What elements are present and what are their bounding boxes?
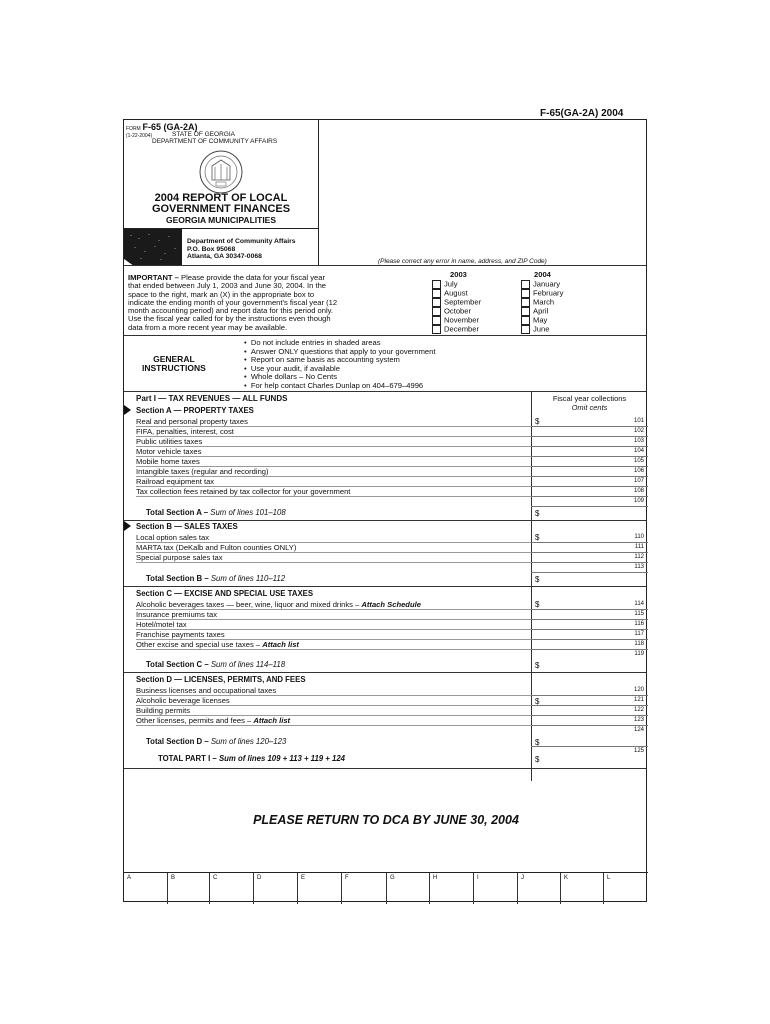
column-b: B xyxy=(168,873,210,904)
month-checkbox-february[interactable]: February xyxy=(521,289,563,298)
instruction-bullet: • Answer ONLY questions that apply to your government xyxy=(244,346,436,356)
column-c: C xyxy=(210,873,254,904)
month-checkbox-december[interactable]: December xyxy=(432,325,481,334)
total-section-b: Total Section B – Sum of lines 110–112 xyxy=(146,574,286,583)
section-b-marker-icon xyxy=(124,521,131,531)
line-num-116: 116 xyxy=(634,621,644,627)
column-d: D xyxy=(254,873,298,904)
month-checkbox-september[interactable]: September xyxy=(432,298,481,307)
line-111-label: MARTA tax (DeKalb and Fulton counties ONLY) xyxy=(136,543,297,552)
line-num-109: 109 xyxy=(633,498,644,504)
line-117-label: Franchise payments taxes xyxy=(136,630,225,639)
address-barcode-block xyxy=(124,229,182,266)
month-checkbox-march[interactable]: March xyxy=(521,298,563,307)
section-a-amounts xyxy=(531,416,648,512)
months-2004-list xyxy=(521,280,563,334)
line-num-125: 125 xyxy=(633,748,644,754)
line-num-123: 123 xyxy=(633,717,644,723)
year-2004-header: 2004 xyxy=(534,270,551,279)
line-103-label: Public utilities taxes xyxy=(136,437,203,446)
line-num-110: 110 xyxy=(634,534,644,540)
line-num-115: 115 xyxy=(634,611,644,617)
instruction-bullet: • For help contact Charles Dunlap on 404–679–4996 xyxy=(244,380,424,390)
month-checkbox-july[interactable]: July xyxy=(432,280,481,289)
return-notice: PLEASE RETURN TO DCA BY JUNE 30, 2004 xyxy=(253,813,519,827)
important-line: data from a more recent year may be available. xyxy=(128,322,288,332)
instruction-bullet: • Do not include entries in shaded areas xyxy=(244,338,381,347)
line-114-label: Alcoholic beverages taxes — beer, wine, liquor and mixed drinks – Attach Schedule xyxy=(136,600,421,609)
address-line2: P.O. Box 95068 xyxy=(187,245,236,253)
line-num-108: 108 xyxy=(633,488,644,494)
instructions-label: INSTRUCTIONS xyxy=(142,363,206,373)
line-num-117: 117 xyxy=(634,631,644,637)
line-num-112: 112 xyxy=(634,554,644,560)
total-a-dollar: $ xyxy=(535,509,540,518)
column-l: L xyxy=(607,875,611,881)
total-part1: TOTAL PART I – Sum of lines 109 + 113 + 119 + 124 xyxy=(158,754,346,763)
month-checkbox-january[interactable]: January xyxy=(521,280,563,289)
bottom-code-columns xyxy=(124,872,648,904)
line-num-121: 121 xyxy=(633,697,644,703)
line-101-label: Real and personal property taxes xyxy=(136,417,248,426)
important-line: Use the fiscal year called for by the instructions even though xyxy=(128,314,331,324)
form-label: FORM xyxy=(126,126,141,132)
section-c-title: Section C — EXCISE AND SPECIAL USE TAXES xyxy=(136,589,314,598)
total-section-a: Total Section A – Sum of lines 101–108 xyxy=(146,508,286,517)
line-num-119: 119 xyxy=(634,651,644,657)
line-112-label: Special purpose sales tax xyxy=(136,553,223,562)
section-d-amounts xyxy=(531,685,648,735)
year-2003-header: 2003 xyxy=(450,270,467,279)
amount-column-header xyxy=(531,394,648,412)
line-107-label: Railroad equipment tax xyxy=(136,477,215,486)
line-num-104: 104 xyxy=(633,448,644,454)
address-box xyxy=(124,228,319,266)
form-code-top: F-65(GA-2A) 2004 xyxy=(540,108,624,119)
important-label: IMPORTANT – xyxy=(128,273,179,282)
line-122-label: Building permits xyxy=(136,706,191,715)
section-c-amounts xyxy=(531,599,648,659)
total-section-c: Total Section C – Sum of lines 114–118 xyxy=(146,660,286,669)
line-num-102: 102 xyxy=(633,428,644,434)
line-110-label: Local option sales tax xyxy=(136,533,210,542)
address-line1: Department of Community Affairs xyxy=(187,238,296,245)
month-checkbox-april[interactable]: April xyxy=(521,307,563,316)
column-i: I xyxy=(474,873,518,904)
line-num-124: 124 xyxy=(633,727,644,733)
month-checkbox-august[interactable]: August xyxy=(432,289,481,298)
form-id: F-65 (GA-2A) xyxy=(142,122,198,132)
total-section-d: Total Section D – Sum of lines 120–123 xyxy=(146,737,287,746)
line-121-dollar: $ xyxy=(535,697,540,706)
line-116-label: Hotel/motel tax xyxy=(136,620,187,629)
instruction-bullet: • Whole dollars – No Cents xyxy=(244,372,337,381)
total-b-dollar: $ xyxy=(535,575,540,584)
form-date: (1-22-2004) xyxy=(126,133,153,139)
column-h: H xyxy=(430,873,474,904)
important-line: that ended between July 1, 2003 and June 30, 2004. In the xyxy=(128,281,327,291)
line-106-label: Intangible taxes (regular and recording) xyxy=(136,467,269,476)
line-102-label: FIFA, penalties, interest, cost xyxy=(136,427,234,436)
line-num-118: 118 xyxy=(634,641,644,647)
total-d-dollar: $ xyxy=(535,738,540,747)
instruction-bullet: • Report on same basis as accounting system xyxy=(244,355,400,364)
line-123-label: Other licenses, permits and fees – Attach list xyxy=(136,716,291,725)
important-line: month accounting period) and report data for this period only. xyxy=(128,306,334,316)
month-checkbox-may[interactable]: May xyxy=(521,316,563,325)
line-num-105: 105 xyxy=(633,458,644,464)
line-105-label: Mobile home taxes xyxy=(136,457,200,466)
column-e: E xyxy=(298,873,342,904)
column-j: J xyxy=(518,873,561,904)
report-title-line1: 2004 REPORT OF LOCAL xyxy=(154,192,288,204)
form-page xyxy=(123,119,647,902)
section-a-title: Section A — PROPERTY TAXES xyxy=(136,406,254,415)
line-115-label: Insurance premiums tax xyxy=(136,610,218,619)
line-104-label: Motor vehicle taxes xyxy=(136,447,202,456)
header-box xyxy=(124,120,319,228)
important-note xyxy=(128,274,418,332)
correct-address-note: (Please correct any error in name, address, and ZIP Code) xyxy=(378,258,547,265)
line-121-label: Alcoholic beverage licenses xyxy=(136,696,230,705)
report-title-line2: GOVERNMENT FINANCES xyxy=(151,203,291,215)
line-num-103: 103 xyxy=(633,438,644,444)
line-114-dollar: $ xyxy=(535,600,540,609)
important-line: space to the right, mark an (X) in the appropriate box to xyxy=(128,289,315,299)
important-line: Please provide the data for your fiscal year xyxy=(181,273,325,282)
column-a: A xyxy=(124,873,168,904)
line-num-113: 113 xyxy=(634,564,644,570)
line-101-dollar: $ xyxy=(535,417,540,426)
state-seal-icon xyxy=(190,150,252,194)
line-num-111: 111 xyxy=(634,544,644,550)
month-checkbox-june[interactable]: June xyxy=(521,325,563,334)
department-name: DEPARTMENT OF COMMUNITY AFFAIRS xyxy=(152,138,278,145)
total-c-dollar: $ xyxy=(535,661,540,670)
column-g: G xyxy=(387,873,430,904)
line-108-label: Tax collection fees retained by tax collector for your government xyxy=(136,487,351,496)
total-part1-dollar: $ xyxy=(535,755,540,764)
line-118-label: Other excise and special use taxes – Attach list xyxy=(136,640,299,649)
general-instructions-label xyxy=(142,355,206,373)
month-checkbox-october[interactable]: October xyxy=(432,307,481,316)
omit-cents: Omit cents xyxy=(571,403,608,412)
line-num-106: 106 xyxy=(633,468,644,474)
section-b-title: Section B — SALES TAXES xyxy=(136,522,238,531)
section-b-amounts xyxy=(531,532,648,582)
column-f: F xyxy=(342,873,387,904)
part1-title: Part I — TAX REVENUES — ALL FUNDS xyxy=(136,394,288,403)
address-line3: Atlanta, GA 30347-0068 xyxy=(187,253,262,260)
section-a-marker-icon xyxy=(124,405,131,415)
line-num-122: 122 xyxy=(633,707,644,713)
instruction-bullet: • Use your audit, if available xyxy=(244,363,340,373)
section-d-title: Section D — LICENSES, PERMITS, AND FEES xyxy=(136,675,306,684)
instruction-bullets xyxy=(244,339,436,390)
column-k: K xyxy=(561,873,604,904)
line-110-dollar: $ xyxy=(535,533,540,542)
line-num-107: 107 xyxy=(633,478,644,484)
general-label: GENERAL xyxy=(153,354,195,364)
state-name: STATE OF GEORGIA xyxy=(172,131,235,138)
line-num-101: 101 xyxy=(633,418,644,424)
months-2003-list xyxy=(432,280,481,334)
fiscal-year-collections: Fiscal year collections xyxy=(552,394,627,403)
important-line: indicate the ending month of your government's fiscal year (12 xyxy=(128,297,338,307)
line-num-114: 114 xyxy=(634,601,644,607)
month-checkbox-november[interactable]: November xyxy=(432,316,481,325)
line-num-120: 120 xyxy=(633,687,644,693)
line-120-label: Business licenses and occupational taxes xyxy=(136,686,277,695)
report-subtitle: GEORGIA MUNICIPALITIES xyxy=(165,215,277,225)
